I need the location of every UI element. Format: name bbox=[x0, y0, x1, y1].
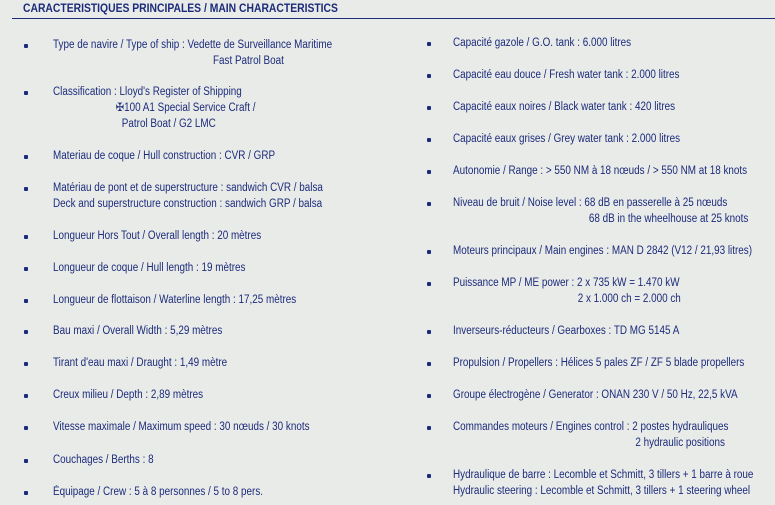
item-line: Bau maxi / Overall Width : 5,29 mètres bbox=[53, 325, 223, 337]
bullet-icon bbox=[24, 235, 28, 239]
item-line: ✠100 A1 Special Service Craft / bbox=[115, 102, 256, 114]
bullet-icon bbox=[427, 250, 431, 254]
list-item-text bbox=[53, 323, 222, 339]
item-line: Commandes moteurs / Engines control : 2 postes hydrauliques bbox=[453, 421, 729, 433]
list-item-text bbox=[53, 452, 154, 468]
bullet-icon bbox=[427, 474, 431, 478]
bullet-icon bbox=[427, 106, 431, 110]
list-item-text bbox=[53, 84, 255, 132]
bullet-icon bbox=[427, 362, 431, 366]
bullet-icon bbox=[427, 426, 431, 430]
list-item-text bbox=[453, 163, 747, 179]
item-line: Capacité eaux noires / Black water tank : 420 litres bbox=[453, 101, 676, 113]
item-line: Type de navire / Type of ship : Vedette de Surveillance Maritime bbox=[53, 39, 333, 51]
bullet-icon bbox=[24, 330, 28, 334]
list-item-text bbox=[453, 243, 752, 259]
section-header bbox=[12, 2, 775, 19]
list-item-text bbox=[453, 387, 738, 403]
list-item-text bbox=[453, 355, 744, 371]
list-item-text bbox=[453, 323, 679, 339]
bullet-icon bbox=[24, 299, 28, 303]
item-line: Niveau de bruit / Noise level : 68 dB en passerelle à 25 nœuds bbox=[453, 197, 728, 209]
bullet-icon bbox=[427, 202, 431, 206]
list-item-text bbox=[453, 275, 681, 307]
item-line: Longueur de flottaison / Waterline length : 17,25 mètres bbox=[53, 294, 297, 306]
item-line: Capacité eau douce / Fresh water tank : 2.000 litres bbox=[453, 69, 680, 81]
item-line: Hydraulique de barre : Lecomble et Schmitt, 3 tillers + 1 barre à roue bbox=[453, 469, 754, 481]
item-line: Creux milieu / Depth : 2,89 mètres bbox=[53, 389, 204, 401]
item-line: Puissance MP / ME power : 2 x 735 kW = 1.470 kW bbox=[453, 277, 680, 289]
item-line: Longueur Hors Tout / Overall length : 20 mètres bbox=[53, 230, 262, 242]
item-line: Matériau de pont et de superstructure : sandwich CVR / balsa bbox=[53, 182, 323, 194]
list-item-text bbox=[453, 131, 680, 147]
bullet-icon bbox=[24, 394, 28, 398]
list-item-text bbox=[53, 387, 203, 403]
bullet-icon bbox=[24, 491, 28, 495]
bullet-icon bbox=[24, 155, 28, 159]
item-line: Classification : Lloyd's Register of Shipping bbox=[53, 86, 242, 98]
bullet-icon bbox=[24, 362, 28, 366]
item-line: Capacité eaux grises / Grey water tank : 2.000 litres bbox=[453, 133, 681, 145]
section-title: CARACTERISTIQUES PRINCIPALES / MAIN CHARACTERISTICS bbox=[23, 3, 338, 15]
item-line: Fast Patrol Boat bbox=[212, 55, 284, 67]
list-item-text bbox=[453, 99, 675, 115]
list-item-text bbox=[53, 419, 310, 435]
bullet-icon bbox=[24, 91, 28, 95]
item-line: Tirant d'eau maxi / Draught : 1,49 mètre bbox=[53, 357, 228, 369]
bullet-icon bbox=[24, 267, 28, 271]
item-line: Groupe électrogène / Generator : ONAN 230 V / 50 Hz, 22,5 kVA bbox=[453, 389, 738, 401]
item-line: Autonomie / Range : > 550 NM à 18 nœuds / > 550 NM at 18 knots bbox=[453, 165, 748, 177]
item-line: Longueur de coque / Hull length : 19 mètres bbox=[53, 262, 246, 274]
bullet-icon bbox=[427, 138, 431, 142]
list-item-text bbox=[53, 180, 323, 212]
bullet-icon bbox=[24, 459, 28, 463]
list-item-text bbox=[53, 260, 245, 276]
bullet-icon bbox=[427, 394, 431, 398]
item-line: Deck and superstructure construction : sandwich GRP / balsa bbox=[53, 198, 323, 210]
list-item-text bbox=[53, 148, 275, 164]
bullet-icon bbox=[427, 282, 431, 286]
item-line: Hydraulic steering : Lecomble et Schmitt, 3 tillers + 1 steering wheel bbox=[453, 485, 751, 497]
item-line: Moteurs principaux / Main engines : MAN D 2842 (V12 / 21,93 litres) bbox=[453, 245, 753, 257]
bullet-icon bbox=[24, 187, 28, 191]
list-item-text bbox=[453, 67, 680, 83]
list-item-text bbox=[453, 467, 753, 499]
item-line: 68 dB in the wheelhouse at 25 knots bbox=[588, 213, 749, 225]
item-line: Patrol Boat / G2 LMC bbox=[121, 118, 216, 130]
item-line: Inverseurs-réducteurs / Gearboxes : TD MG 5145 A bbox=[453, 325, 680, 337]
item-line: 2 x 1.000 ch = 2.000 ch bbox=[577, 293, 681, 305]
item-line: Vitesse maximale / Maximum speed : 30 nœuds / 30 knots bbox=[53, 421, 310, 433]
bullet-icon bbox=[427, 170, 431, 174]
bullet-icon bbox=[427, 330, 431, 334]
item-line: Équipage / Crew : 5 à 8 personnes / 5 to 8 pers. bbox=[53, 486, 264, 498]
list-item-text bbox=[53, 292, 296, 308]
list-item-text bbox=[53, 228, 261, 244]
bullet-icon bbox=[24, 44, 28, 48]
list-item-text bbox=[53, 484, 263, 500]
bullet-icon bbox=[427, 42, 431, 46]
bullet-icon bbox=[427, 74, 431, 78]
item-line: Capacité gazole / G.O. tank : 6.000 litres bbox=[453, 37, 632, 49]
list-item-text bbox=[53, 355, 227, 371]
bullet-icon bbox=[24, 426, 28, 430]
list-item-text bbox=[453, 195, 748, 227]
list-item-text bbox=[453, 419, 728, 451]
list-item-text bbox=[453, 35, 631, 51]
item-line: 2 hydraulic positions bbox=[635, 437, 725, 449]
list-item-text bbox=[53, 37, 332, 69]
item-line: Propulsion / Propellers : Hélices 5 pales ZF / ZF 5 blade propellers bbox=[453, 357, 745, 369]
item-line: Couchages / Berths : 8 bbox=[53, 454, 154, 466]
item-line: Materiau de coque / Hull construction : CVR / GRP bbox=[53, 150, 276, 162]
